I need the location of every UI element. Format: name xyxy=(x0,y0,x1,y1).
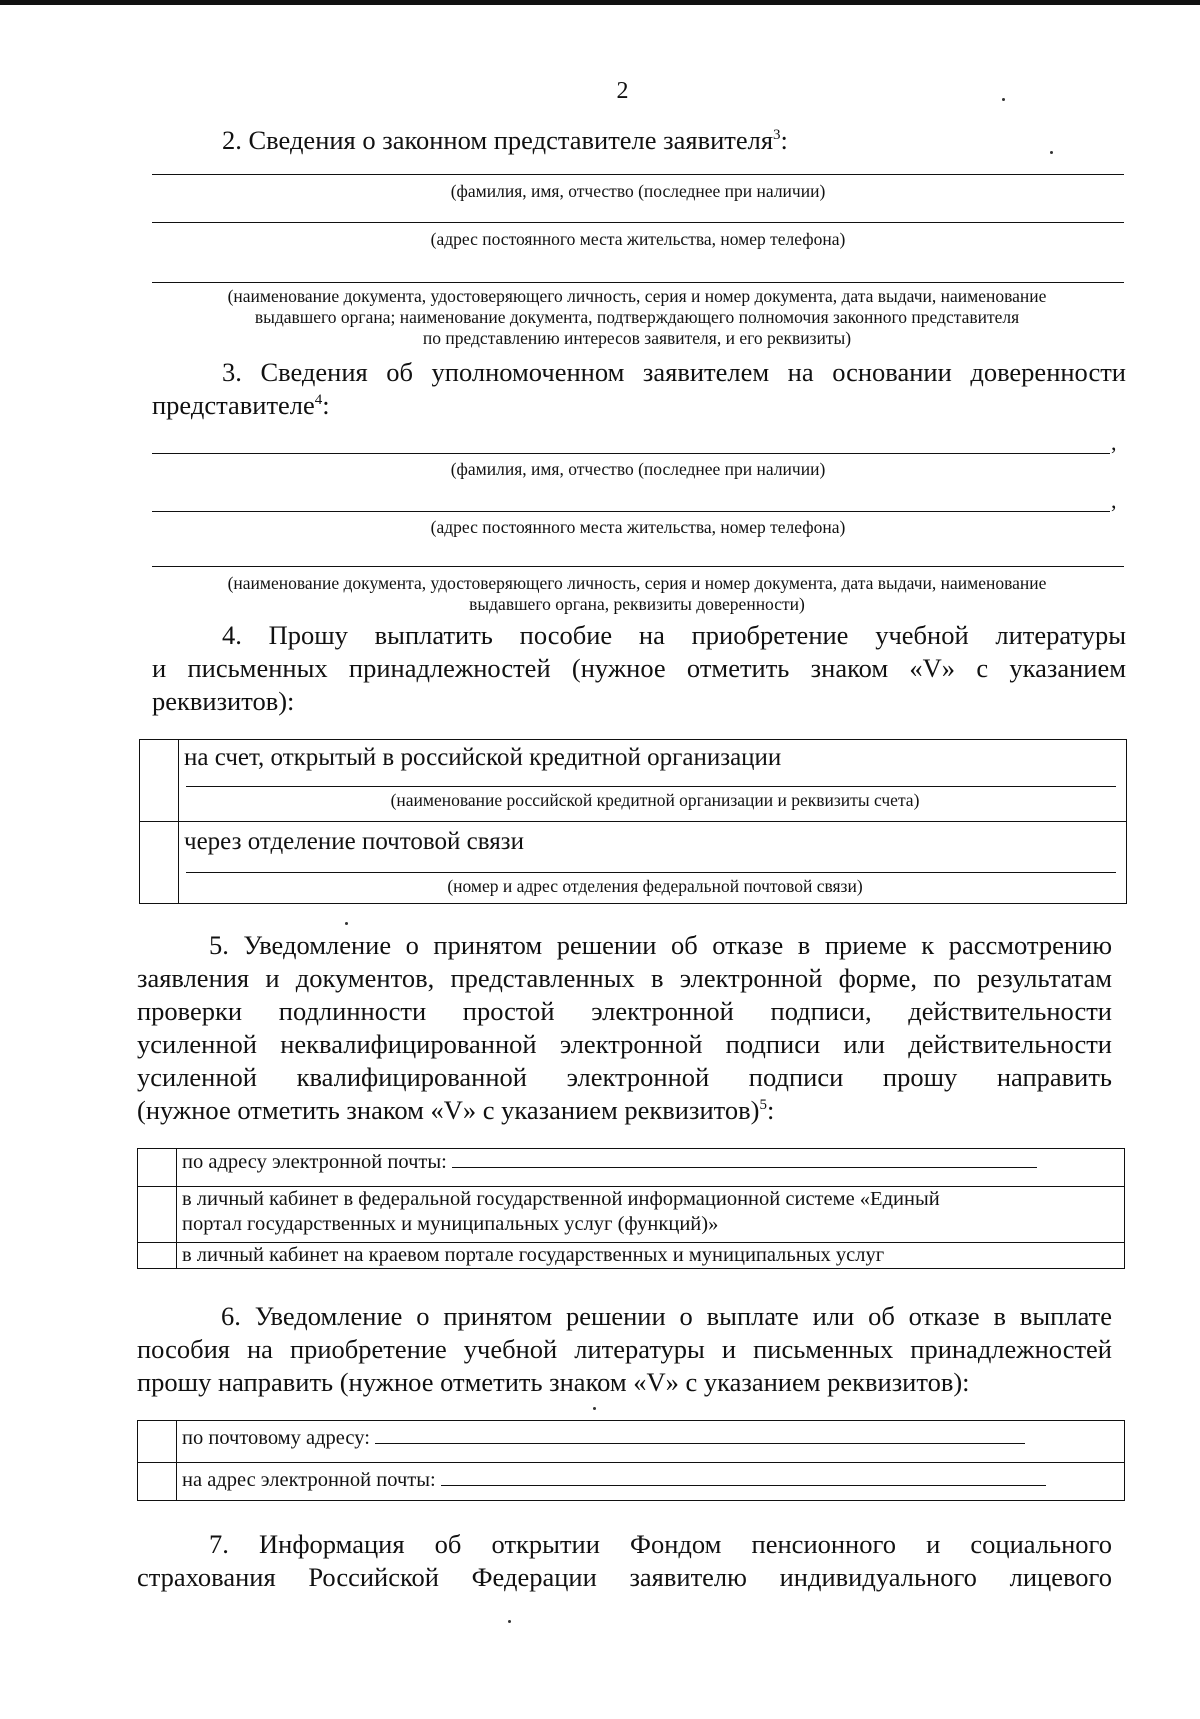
option-regional-portal: в личный кабинет на краевом портале государственных и муниципальных услуг xyxy=(177,1243,1125,1269)
footnote-ref: 4 xyxy=(314,392,323,409)
post-office-field-line[interactable] xyxy=(186,872,1116,873)
section7-line2: страхования Российской Федерации заявителю индивидуального лицевого xyxy=(137,1562,1112,1592)
footnote-ref: 3 xyxy=(773,127,781,144)
bank-details-field-line[interactable] xyxy=(186,786,1116,787)
option-bank: на счет, открытый в российской кредитной организации (наименование российской кредитной организации и реквизиты счета) xyxy=(179,740,1127,822)
section4-line3: реквизитов): xyxy=(152,686,295,716)
checkbox-post[interactable] xyxy=(140,822,179,904)
rejection-notice-table xyxy=(137,1148,1125,1269)
option-post: через отделение почтовой связи (номер и адрес отделения федеральной почтовой связи) xyxy=(179,822,1127,904)
rep-address-field-line[interactable] xyxy=(152,511,1110,512)
comma: , xyxy=(1111,488,1117,513)
section5-line1: 5. Уведомление о принятом решении об отказе в приеме к рассмотрению xyxy=(209,930,1112,960)
caption-rep-address: (адрес постоянного места жительства, номер телефона) xyxy=(430,517,846,537)
caption-rep-name: (фамилия, имя, отчество (последнее при наличии) xyxy=(450,459,826,479)
section5-line2: заявления и документов, представленных в электронной форме, по результатам xyxy=(137,963,1112,993)
section7-line1: 7. Информация об открытии Фондом пенсионного и социального xyxy=(209,1529,1112,1559)
checkbox-postal-address[interactable] xyxy=(138,1421,177,1463)
section4-line1: 4. Прошу выплатить пособие на приобретение учебной литературы xyxy=(222,620,1126,650)
scan-speck xyxy=(593,1407,596,1410)
payment-method-table xyxy=(139,739,1127,904)
section6-line1: 6. Уведомление о принятом решении о выплате или об отказе в выплате xyxy=(221,1301,1112,1331)
section2-heading: 2. Сведения о законном представителе заявителя$^3$: xyxy=(222,125,788,155)
section5-line4: усиленной неквалифицированной электронной подписи или действительности xyxy=(137,1029,1112,1059)
scan-speck xyxy=(345,922,348,925)
document-field-line[interactable] xyxy=(152,282,1124,283)
option-email-address: на адрес электронной почты: xyxy=(177,1463,1125,1501)
caption-address: (адрес постоянного места жительства, номер телефона) xyxy=(430,229,846,249)
address-field-line[interactable] xyxy=(152,222,1124,223)
section3-heading-line1: 3. Сведения об уполномоченном заявителем на основании доверенности xyxy=(222,357,1126,387)
scan-speck xyxy=(508,1620,511,1623)
comma: , xyxy=(1111,430,1117,455)
checkbox-epgu[interactable] xyxy=(138,1187,177,1243)
checkbox-email-address[interactable] xyxy=(138,1463,177,1501)
scan-top-edge xyxy=(0,0,1200,5)
checkbox-email[interactable] xyxy=(138,1149,177,1187)
section6-line2: пособия на приобретение учебной литературы и письменных принадлежностей xyxy=(137,1334,1112,1364)
section5-line6: (нужное отметить знаком «V» с указанием реквизитов)$^5$: xyxy=(137,1095,775,1125)
rep-document-field-line[interactable] xyxy=(152,566,1124,567)
checkbox-regional-portal[interactable] xyxy=(138,1243,177,1269)
name-field-line[interactable] xyxy=(152,174,1124,175)
option-epgu: в личный кабинет в федеральной государственной информационной системе «Единый портал государственных и муниципальных услуг (функций)» xyxy=(177,1187,1125,1243)
postal-address-field-line[interactable] xyxy=(375,1425,1025,1444)
section6-line3: прошу направить (нужное отметить знаком «V» с указанием реквизитов): xyxy=(137,1367,970,1397)
checkbox-bank[interactable] xyxy=(140,740,179,822)
option-postal-address: по почтовому адресу: xyxy=(177,1421,1125,1463)
footnote-ref: 5 xyxy=(759,1097,767,1114)
section5-line3: проверки подлинности простой электронной подписи, действительности xyxy=(137,996,1112,1026)
caption-document: (наименование документа, удостоверяющего личность, серия и номер документа, дата выдачи, наименование выдавшего органа; наименование документа, подтверждающего полномочия законного представителя по представлению интересов заявителя, и его реквизиты) xyxy=(227,286,1047,348)
caption-rep-document: (наименование документа, удостоверяющего личность, серия и номер документа, дата выдачи, наименование выдавшего органа, реквизиты доверенности) xyxy=(227,573,1047,614)
page-number: 2 xyxy=(616,78,629,104)
decision-notice-table xyxy=(137,1420,1125,1501)
email-address-field-line[interactable] xyxy=(441,1467,1046,1486)
rep-name-field-line[interactable] xyxy=(152,453,1110,454)
section4-line2: и письменных принадлежностей (нужное отметить знаком «V» с указанием xyxy=(152,653,1126,683)
email-field-line[interactable] xyxy=(452,1149,1037,1168)
option-email: по адресу электронной почты: xyxy=(177,1149,1125,1187)
scan-speck xyxy=(1002,98,1005,101)
section3-heading-line2: представителе$^4$: xyxy=(152,390,330,420)
scan-speck xyxy=(1050,151,1053,154)
caption-name: (фамилия, имя, отчество (последнее при наличии) xyxy=(450,181,826,201)
section5-line5: усиленной квалифицированной электронной подписи прошу направить xyxy=(137,1062,1112,1092)
